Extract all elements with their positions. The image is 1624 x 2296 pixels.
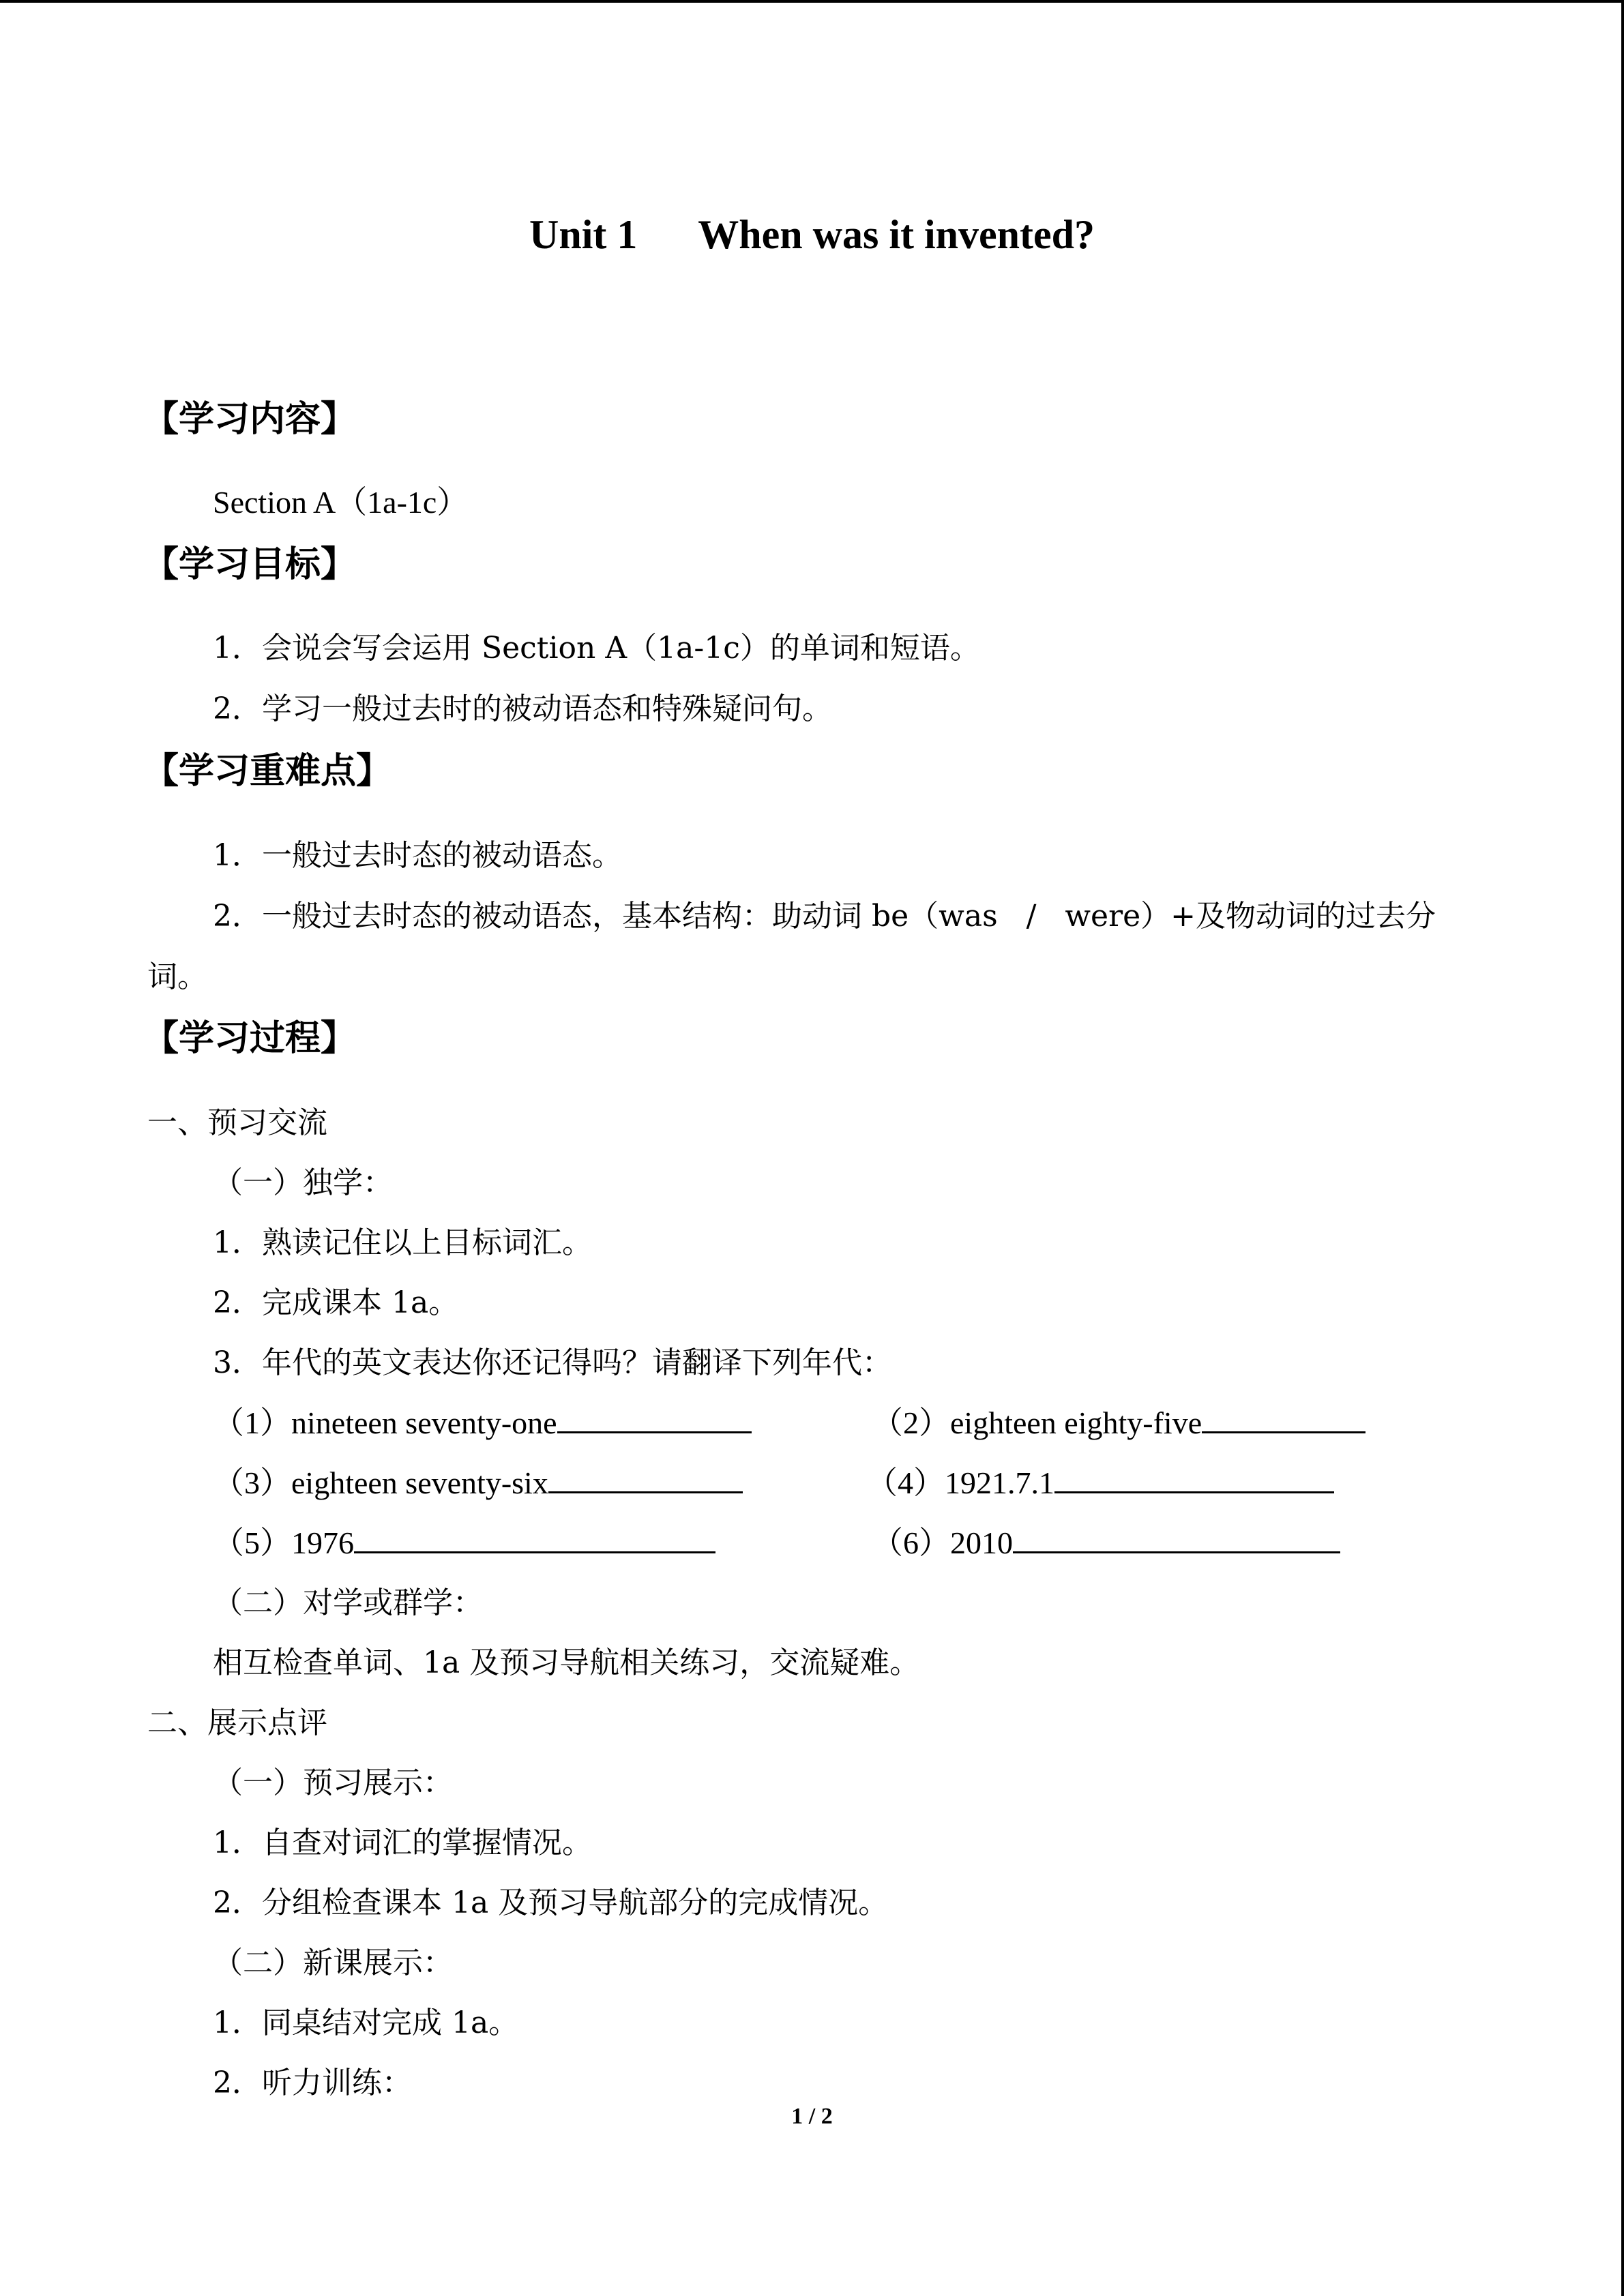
part-1-title: 一、预习交流 — [147, 1105, 327, 1140]
answer-blank — [354, 1524, 715, 1553]
page-title: Unit 1 When was it invented? — [529, 212, 1095, 257]
year-label: （4）1921.7.1 — [866, 1465, 1054, 1500]
heading-goals: 【学习目标】 — [143, 544, 357, 585]
part-2-sub-1: （一）预习展示： — [213, 1765, 453, 1800]
page-number: 1 / 2 — [791, 2104, 833, 2129]
heading-process: 【学习过程】 — [143, 1018, 357, 1059]
heading-difficulty: 【学习重难点】 — [143, 751, 392, 792]
year-label: （5）1976 — [213, 1525, 354, 1560]
year-label: （1）nineteen seventy-one — [213, 1405, 557, 1440]
part-2-item-1: 1．自查对词汇的掌握情况。 — [213, 1825, 592, 1860]
year-item-4 — [866, 1458, 1334, 1503]
year-label: （6）2010 — [872, 1525, 1013, 1560]
goal-2: 2．学习一般过去时的被动语态和特殊疑问句。 — [213, 691, 832, 726]
answer-blank — [548, 1464, 743, 1493]
page-border-top — [0, 0, 1624, 3]
part-1-item-3: 3．年代的英文表达你还记得吗？请翻译下列年代： — [213, 1345, 892, 1380]
year-item-2 — [872, 1398, 1365, 1443]
year-item-5 — [213, 1518, 715, 1563]
part-2-item-4: 2．听力训练： — [213, 2066, 412, 2100]
part-1-sub-2-text: 相互检查单词、1a 及预习导航相关练习，交流疑难。 — [213, 1645, 920, 1680]
answer-blank — [1202, 1404, 1365, 1433]
difficulty-1: 1．一般过去时态的被动语态。 — [213, 838, 622, 873]
part-1-item-1: 1．熟读记住以上目标词汇。 — [213, 1225, 592, 1260]
difficulty-2: 2．一般过去时态的被动语态，基本结构：助动词 be（was / were）+及物动词的过去分 — [213, 899, 1436, 934]
year-label: （3）eighteen seventy-six — [213, 1465, 548, 1500]
heading-content: 【学习内容】 — [143, 399, 357, 440]
answer-blank — [557, 1404, 752, 1433]
part-2-title: 二、展示点评 — [147, 1705, 327, 1740]
answer-blank — [1054, 1464, 1334, 1493]
page-border-right — [1621, 0, 1624, 2296]
goal-1: 1．会说会写会运用 Section A（1a-1c）的单词和短语。 — [213, 631, 980, 666]
answer-blank — [1013, 1524, 1340, 1553]
difficulty-2-continued: 词。 — [147, 959, 207, 994]
part-1-sub-2: （二）对学或群学： — [213, 1585, 483, 1620]
year-item-6 — [872, 1518, 1340, 1563]
content-text: Section A（1a-1c） — [213, 485, 469, 520]
part-2-sub-2: （二）新课展示： — [213, 1945, 453, 1980]
part-2-item-3: 1．同桌结对完成 1a。 — [213, 2006, 519, 2040]
year-label: （2）eighteen eighty-five — [872, 1405, 1202, 1440]
year-item-3 — [213, 1458, 743, 1503]
year-item-1 — [213, 1398, 752, 1443]
part-2-item-2: 2．分组检查课本 1a 及预习导航部分的完成情况。 — [213, 1885, 889, 1920]
part-1-sub-1: （一）独学： — [213, 1165, 393, 1200]
part-1-item-2: 2．完成课本 1a。 — [213, 1285, 459, 1320]
